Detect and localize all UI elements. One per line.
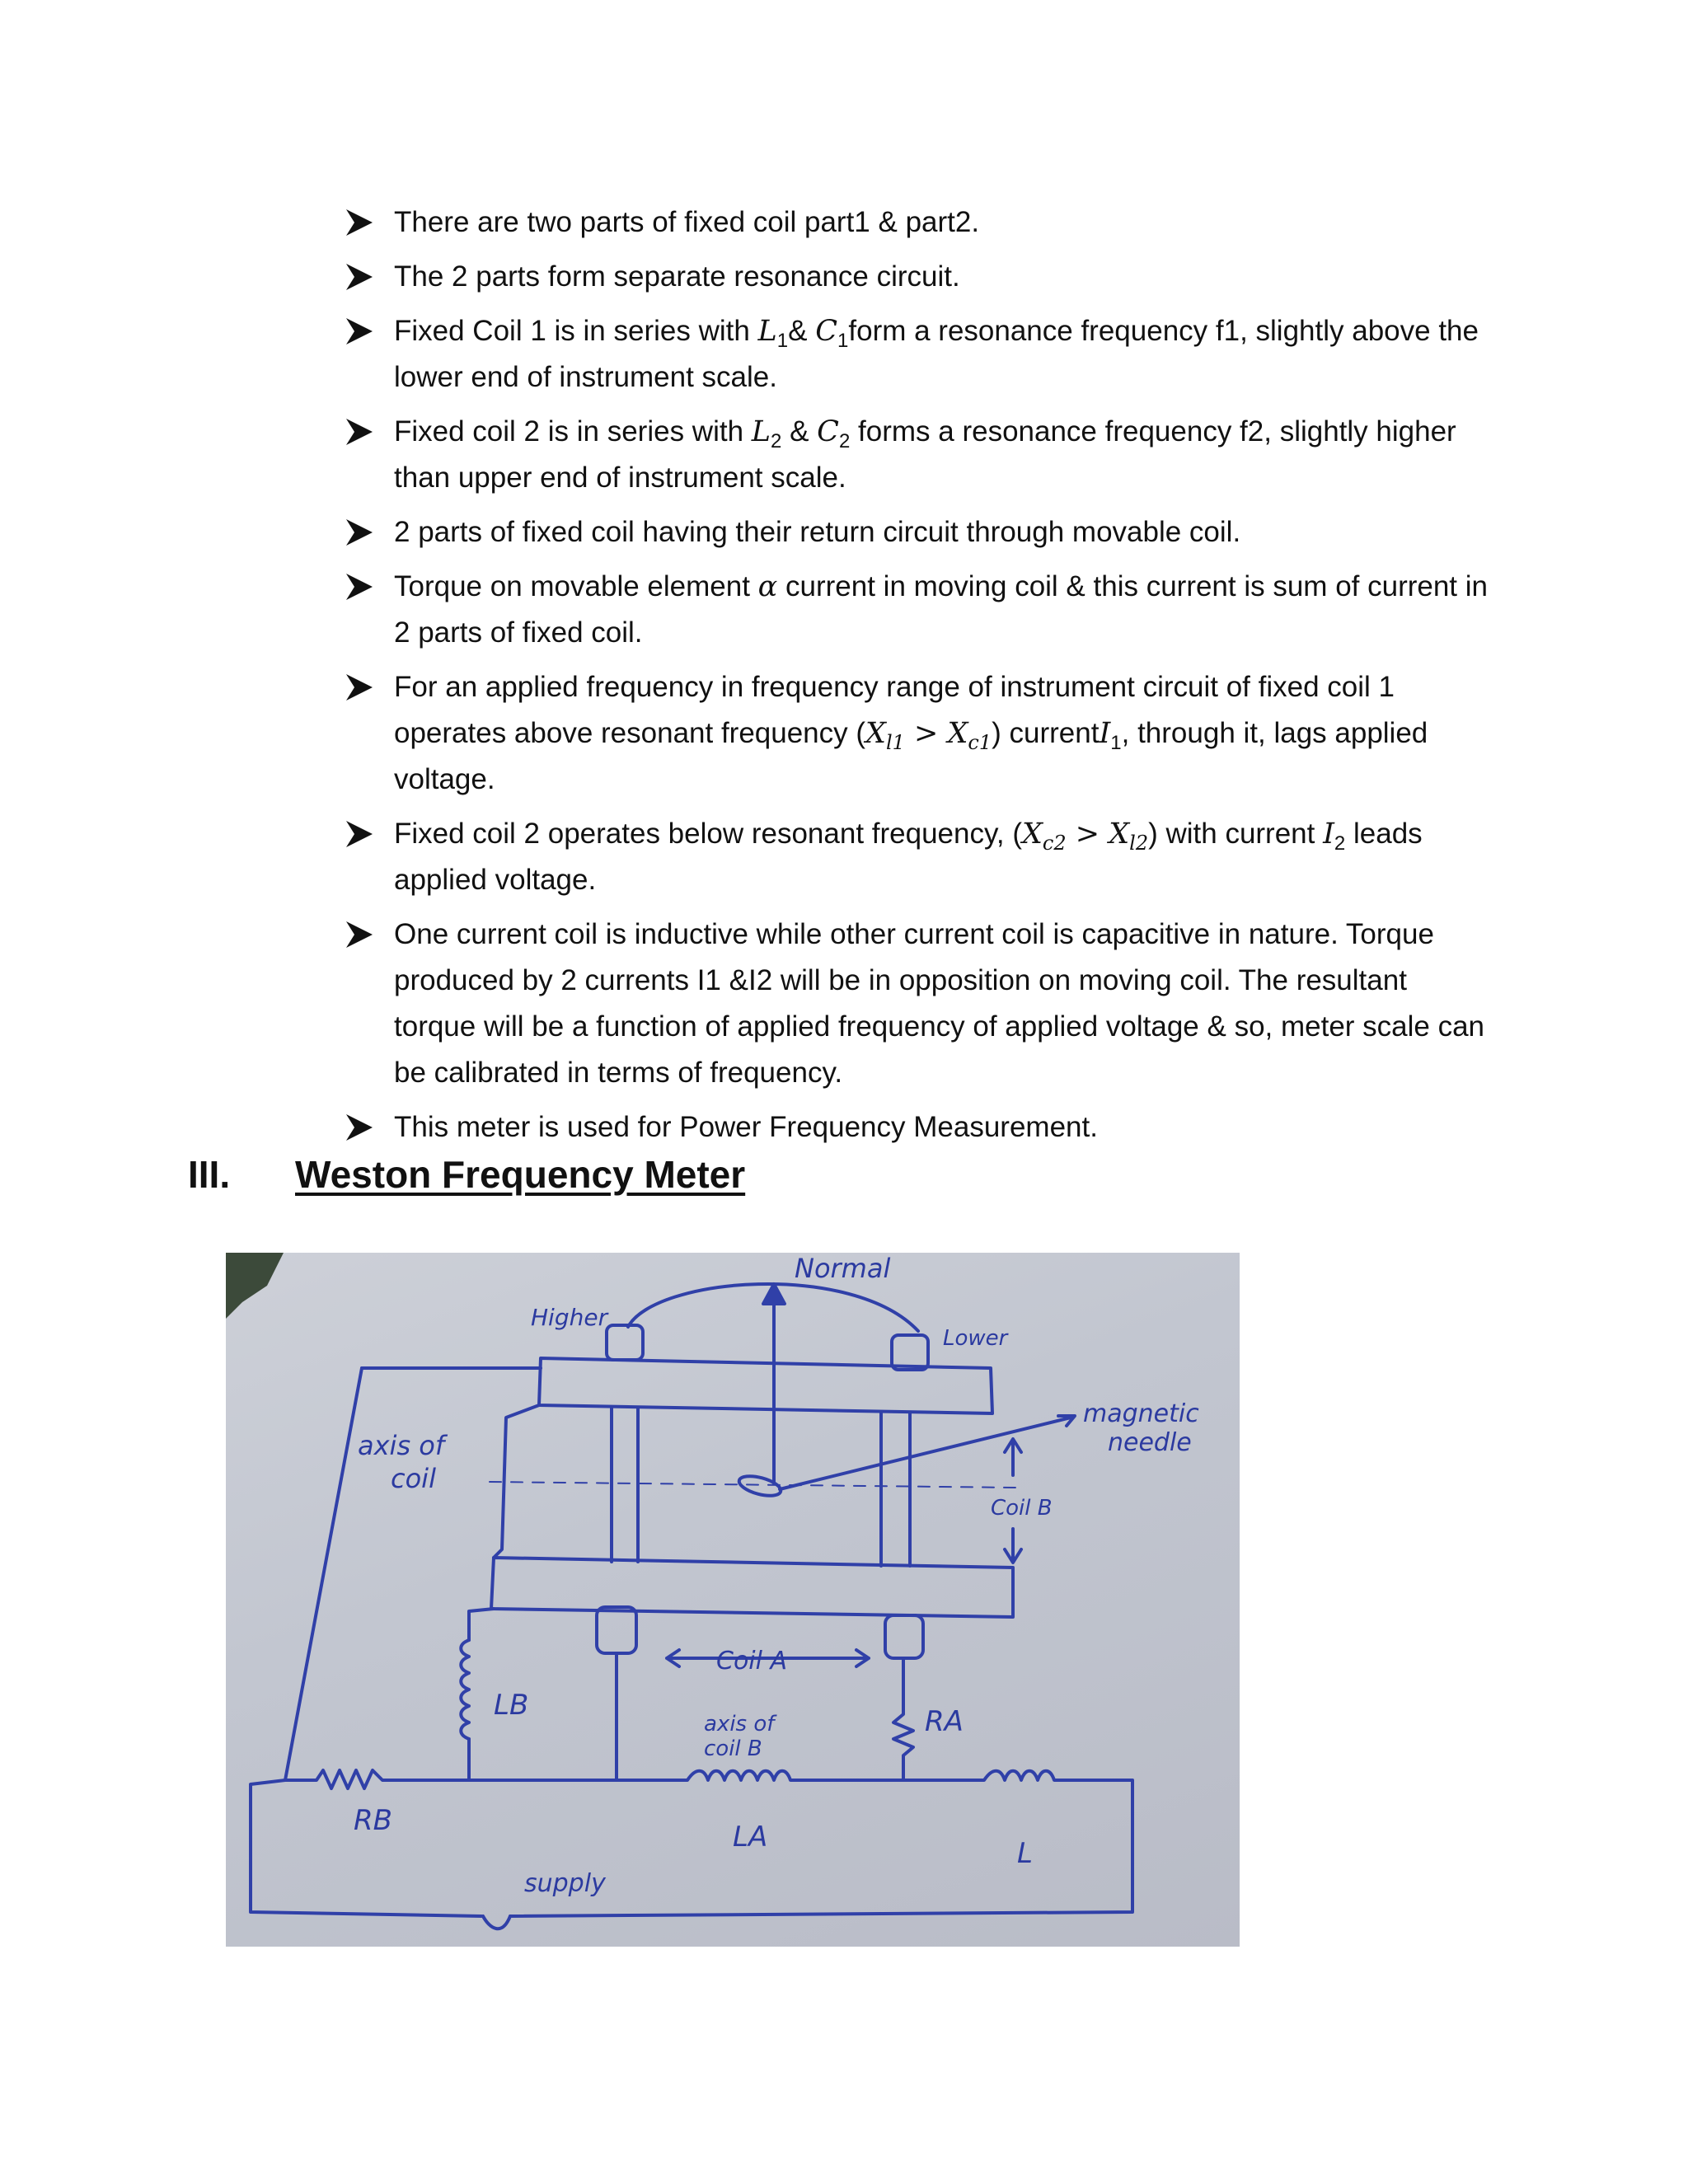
list-item — [343, 308, 1489, 401]
bullet-text: ) current — [992, 717, 1100, 749]
math-subscript: 1 — [1110, 732, 1122, 754]
bullet-text: leads applied voltage. — [394, 818, 1423, 896]
bullet-text: forms a resonance frequency f2, slightly higher than upper end of instrument scale. — [394, 415, 1456, 494]
label-rb: RB — [354, 1804, 392, 1837]
math-symbol: L — [751, 415, 771, 448]
bullet-text: form a resonance frequency f1, slightly above the lower end of instrument scale. — [394, 315, 1479, 393]
bullet-text: & — [788, 315, 816, 347]
bullet-text: , through it, lags applied voltage. — [394, 717, 1428, 795]
list-item — [343, 564, 1489, 656]
label-l: L — [1017, 1837, 1033, 1870]
coil-cap-left — [607, 1325, 643, 1360]
list-item — [343, 912, 1489, 1096]
coil-bar-top — [539, 1358, 992, 1413]
coil-b-arrow-up — [1005, 1439, 1021, 1475]
arrow-bullet-icon — [343, 918, 376, 951]
label-needle: needle — [1108, 1428, 1192, 1457]
wire-lb-top — [469, 1609, 494, 1640]
arrow-bullet-icon — [343, 1111, 376, 1144]
bullet-text: current in moving coil & this current is sum of current in 2 parts of fixed coil. — [394, 570, 1489, 649]
math-symbol: X — [1022, 818, 1043, 851]
resistor-rb — [285, 1770, 617, 1788]
arrow-bullet-icon — [343, 260, 376, 293]
label-normal: Normal — [795, 1253, 891, 1284]
magnetic-needle — [737, 1473, 782, 1500]
bullet-text: The 2 parts form separate resonance circuit. — [394, 260, 960, 293]
math-symbol: X — [865, 717, 886, 750]
needle-leader-line — [780, 1418, 1071, 1489]
coil-post-right — [881, 1413, 910, 1566]
arrow-bullet-icon — [343, 516, 376, 549]
section-title: Weston Frequency Meter — [295, 1153, 746, 1196]
photo-corner-decoration — [226, 1253, 284, 1319]
math-subscript: 2 — [1334, 832, 1346, 855]
math-subscript: 1 — [776, 330, 789, 352]
arrow-bullet-icon — [343, 570, 376, 603]
arrow-bullet-icon — [343, 818, 376, 851]
label-ra: RA — [925, 1705, 964, 1738]
bullet-text: ) with current — [1148, 818, 1324, 850]
list-item — [343, 811, 1489, 903]
list-item — [343, 1104, 1489, 1151]
math-subscript: l1 — [885, 731, 905, 754]
bullet-text: Fixed coil 2 operates below resonant frequency, ( — [394, 818, 1022, 850]
label-axis-of-coil-b-1: axis of — [704, 1712, 775, 1736]
bullet-text: Fixed coil 2 is in series with — [394, 415, 752, 448]
math-symbol: L — [757, 315, 777, 348]
math-subscript: 2 — [771, 430, 782, 452]
label-la: LA — [733, 1821, 768, 1854]
bullet-text: There are two parts of fixed coil part1 & part2. — [394, 206, 980, 238]
math-subscript: 2 — [838, 430, 851, 452]
bullet-list — [343, 199, 1489, 1159]
label-coil-b: Coil B — [991, 1496, 1053, 1521]
label-axis-of: axis of — [358, 1430, 445, 1461]
bullet-text: & — [781, 415, 818, 448]
coil-cap-bottom-left — [597, 1607, 636, 1653]
arrow-bullet-icon — [343, 415, 376, 448]
supply-symbol — [483, 1916, 510, 1929]
math-operator: > — [904, 717, 948, 750]
math-operator: > — [1066, 818, 1109, 851]
label-lb: LB — [494, 1689, 529, 1722]
math-symbol: I — [1323, 818, 1334, 851]
resistor-ra — [893, 1658, 913, 1780]
math-symbol: X — [1109, 818, 1130, 851]
section-heading — [188, 1152, 745, 1197]
label-lower: Lower — [943, 1326, 1008, 1351]
math-symbol: α — [757, 570, 778, 603]
list-item — [343, 664, 1489, 803]
wire-left-slant — [285, 1368, 362, 1780]
bullet-text: Torque on movable element — [394, 570, 758, 602]
coil-b-arrow-down — [1005, 1529, 1021, 1563]
inductor-lb — [461, 1640, 469, 1739]
math-symbol: C — [817, 415, 839, 448]
wire-bottom-left — [251, 1780, 481, 1916]
arrow-bullet-icon — [343, 671, 376, 704]
label-coil: coil — [391, 1463, 436, 1494]
math-subscript: c2 — [1042, 832, 1067, 855]
axis-of-coil-line — [490, 1482, 1017, 1488]
label-higher: Higher — [531, 1304, 608, 1331]
label-supply: supply — [524, 1869, 606, 1898]
pointer-arrow-head — [763, 1284, 785, 1304]
arrow-bullet-icon — [343, 206, 376, 239]
bullet-text: Fixed Coil 1 is in series with — [394, 315, 758, 347]
math-subscript: 1 — [837, 330, 849, 352]
circuit-diagram-photo — [226, 1253, 1240, 1947]
label-magnetic: magnetic — [1083, 1399, 1199, 1428]
coil-post-left — [612, 1408, 638, 1562]
arrow-bullet-icon — [343, 315, 376, 348]
bullet-text: One current coil is inductive while other current coil is capacitive in nature. Torque produced by 2 currents I1 &I2 will be in opposition on moving coil. The resultant torque will be a function of applied frequency of applied voltage & so, meter scale can be calibrated in terms of frequency. — [394, 918, 1485, 1089]
list-item — [343, 409, 1489, 501]
bullet-text: For an applied frequency in frequency range of instrument circuit of fixed coil 1 operates above resonant frequency ( — [394, 671, 1395, 749]
bullet-text: 2 parts of fixed coil having their return circuit through movable coil. — [394, 516, 1241, 548]
list-item — [343, 199, 1489, 246]
math-subscript: c1 — [968, 731, 992, 754]
list-item — [343, 254, 1489, 300]
list-item — [343, 509, 1489, 555]
math-symbol: C — [815, 315, 838, 348]
coil-cap-bottom-right — [885, 1615, 923, 1658]
math-symbol: I — [1099, 717, 1111, 750]
label-axis-of-coil-b-2: coil B — [704, 1736, 762, 1761]
section-number: III. — [188, 1153, 231, 1196]
math-symbol: X — [947, 717, 968, 750]
inductor-l — [918, 1771, 1067, 1780]
math-subscript: l2 — [1129, 832, 1149, 855]
coil-bar-bottom — [491, 1558, 1013, 1617]
inductor-la — [617, 1771, 918, 1780]
bullet-text: This meter is used for Power Frequency Measurement. — [394, 1111, 1098, 1143]
hand-drawn-circuit-diagram — [226, 1253, 1240, 1947]
label-coil-a: Coil A — [716, 1647, 788, 1675]
